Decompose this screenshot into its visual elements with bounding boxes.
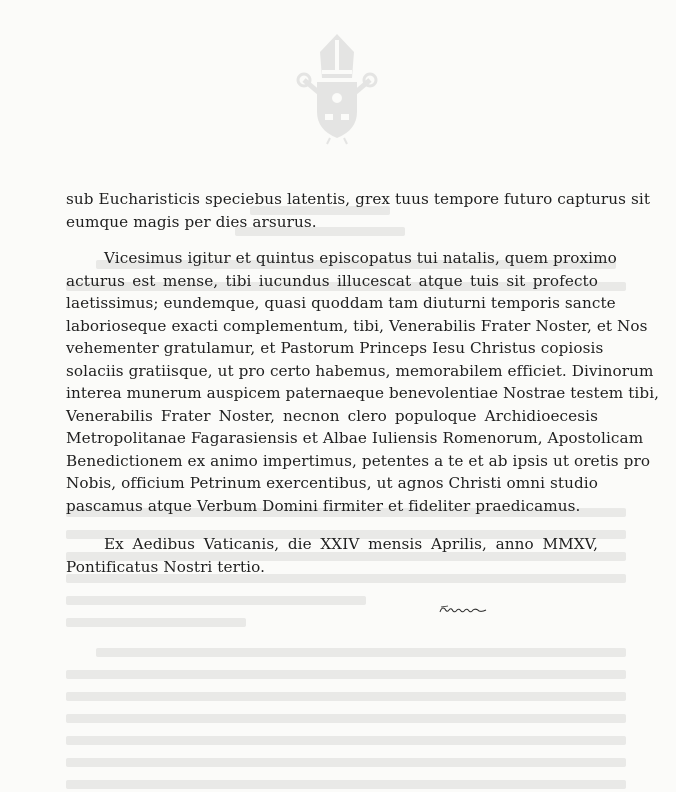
paragraph-3: [66, 533, 598, 578]
text-line: sub Eucharisticis speciebus latentis, grex tuus tempore futuro capturus sit: [66, 190, 651, 208]
paragraph-1: [66, 188, 651, 233]
text-line: laborioseque exacti complementum, tibi, Venerabilis Frater Noster, et Nos: [66, 316, 648, 335]
text-line: Nobis, officium Petrinum exercentibus, ut agnos Christi omni studio: [66, 474, 598, 492]
text-line: vehementer gratulamur, et Pastorum Princeps Iesu Christus copiosis: [66, 339, 604, 357]
text-line: Venerabilis Frater Noster, necnon clero populoque Archidioecesis: [66, 406, 598, 425]
text-line: Vicesimus igitur et quintus episcopatus tui natalis, quem proximo: [104, 249, 617, 267]
text-line: Pontificatus Nostri tertio.: [66, 557, 266, 576]
papal-signature: [438, 603, 488, 617]
text-line: solaciis gratiisque, ut pro certo habemus, memorabilem efficiet. Divinorum: [66, 361, 654, 380]
text-line: Benedictionem ex animo impertimus, petentes a te et ab ipsis ut oretis pro: [66, 451, 651, 470]
paragraph-2: [66, 247, 660, 517]
text-line: acturus est mense, tibi iucundus illucescat atque tuis sit profecto: [66, 271, 598, 290]
text-line: eumque magis per dies arsurus.: [66, 212, 317, 231]
text-line: Metropolitanae Fagarasiensis et Albae Iuliensis Romenorum, Apostolicam: [66, 429, 644, 447]
papal-coat-of-arms-watermark: [292, 30, 382, 145]
text-line: Ex Aedibus Vaticanis, die XXIV mensis Aprilis, anno MMXV,: [104, 535, 598, 553]
text-line: pascamus atque Verbum Domini firmiter et fideliter praedicamus.: [66, 496, 581, 515]
text-line: laetissimus; eundemque, quasi quoddam tam diuturni temporis sancte: [66, 294, 616, 312]
text-line: interea munerum auspicem paternaeque benevolentiae Nostrae testem tibi,: [66, 384, 660, 402]
letter-body: [66, 188, 660, 578]
